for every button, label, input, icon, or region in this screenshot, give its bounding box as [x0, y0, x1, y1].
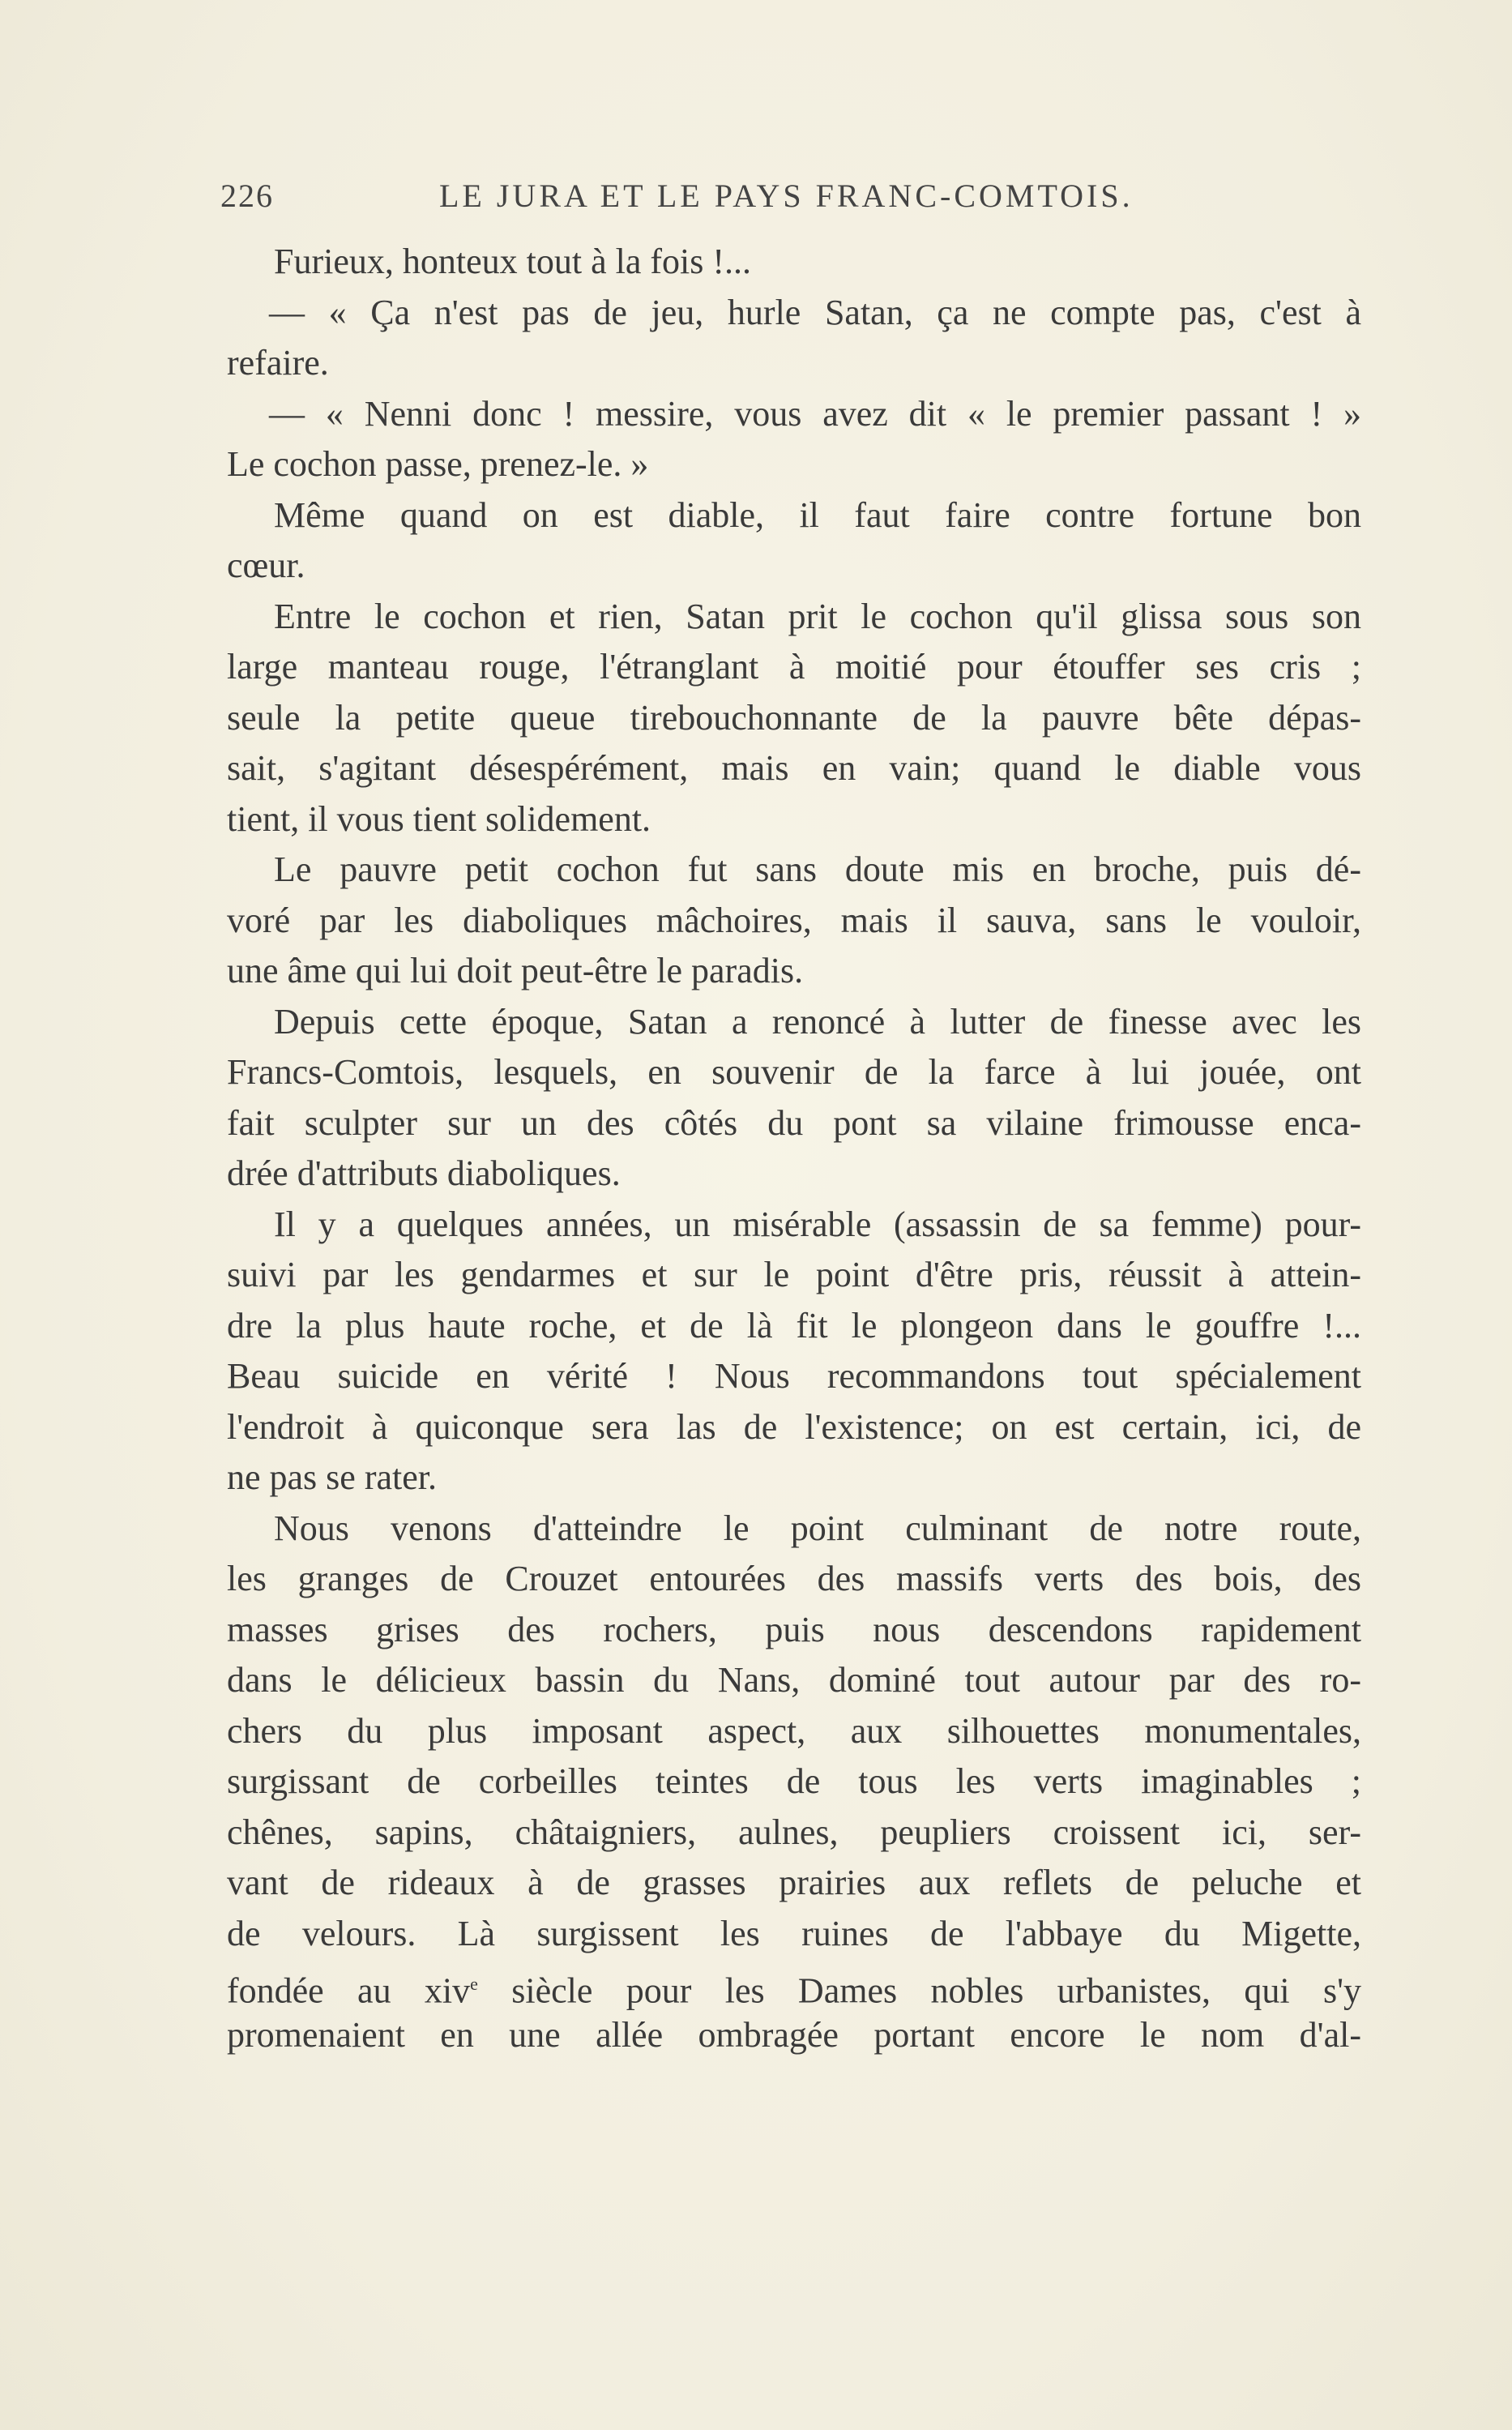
superscript: e [470, 1974, 478, 1994]
text-line: sait, s'agitant désespérément, mais en vain; quand le diable vous [227, 748, 1361, 788]
text-line: — « Nenni donc ! messire, vous avez dit « le premier passant ! » [269, 393, 1361, 434]
text-line: une âme qui lui doit peut-être le paradis. [227, 951, 804, 990]
text-line: Entre le cochon et rien, Satan prit le cochon qu'il glissa sous son [274, 596, 1361, 636]
text-line: chers du plus imposant aspect, aux silhouettes monumentales, [227, 1710, 1361, 1751]
text-line-part: fondée au xiv [227, 1970, 471, 2010]
text-line: surgissant de corbeilles teintes de tous les verts imaginables ; [227, 1761, 1361, 1801]
text-line: Le pauvre petit cochon fut sans doute mis en broche, puis dé- [274, 849, 1361, 889]
text-line: dans le délicieux bassin du Nans, dominé tout autour par des ro- [227, 1660, 1361, 1700]
text-line: Il y a quelques années, un misérable (assassin de sa femme) pour- [274, 1204, 1361, 1244]
body-text [227, 237, 1361, 2060]
text-line: promenaient en une allée ombragée portant encore le nom d'al- [227, 2014, 1361, 2055]
text-line-part: siècle pour les Dames nobles urbanistes, qui s'y [477, 1970, 1361, 2010]
text-line: ne pas se rater. [227, 1457, 437, 1497]
text-line: large manteau rouge, l'étranglant à moitié pour étouffer ses cris ; [227, 647, 1361, 687]
text-line: masses grises des rochers, puis nous descendons rapidement [227, 1609, 1361, 1649]
text-line: suivi par les gendarmes et sur le point d'être pris, réussit à attein- [227, 1255, 1361, 1294]
text-line: refaire. [227, 343, 329, 383]
text-line: Le cochon passe, prenez-le. » [227, 444, 649, 484]
text-line: Nous venons d'atteindre le point culminant de notre route, [274, 1508, 1361, 1548]
text-line: les granges de Crouzet entourées des massifs verts des bois, des [227, 1559, 1361, 1598]
text-line: fait sculpter sur un des côtés du pont sa vilaine frimousse enca- [227, 1102, 1361, 1143]
text-line: Furieux, honteux tout à la fois !... [274, 242, 752, 281]
text-line: — « Ça n'est pas de jeu, hurle Satan, ça ne compte pas, c'est à [269, 292, 1361, 332]
text-line: chênes, sapins, châtaigniers, aulnes, peupliers croissent ici, ser- [227, 1812, 1361, 1852]
text-line: Beau suicide en vérité ! Nous recommandons tout spécialement [227, 1356, 1361, 1396]
running-head [220, 177, 1363, 225]
text-line: dre la plus haute roche, et de là fit le plongeon dans le gouffre !... [227, 1305, 1361, 1345]
text-line: cœur. [227, 545, 305, 585]
page-number: 226 [220, 178, 274, 214]
text-line [227, 1959, 1361, 2010]
text-line: voré par les diaboliques mâchoires, mais il sauva, sans le vouloir, [227, 900, 1361, 940]
text-line: l'endroit à quiconque sera las de l'existence; on est certain, ici, de [227, 1406, 1361, 1447]
text-line: Francs-Comtois, lesquels, en souvenir de la farce à lui jouée, ont [227, 1052, 1361, 1092]
text-line: de velours. Là surgissent les ruines de l'abbaye du Migette, [227, 1913, 1361, 1953]
text-line: vant de rideaux à de grasses prairies aux reflets de peluche et [227, 1863, 1361, 1902]
text-line: tient, il vous tient solidement. [227, 798, 651, 839]
text-line: drée d'attributs diaboliques. [227, 1153, 621, 1193]
text-line: Depuis cette époque, Satan a renoncé à lutter de finesse avec les [274, 1001, 1361, 1042]
running-title: LE JURA ET LE PAYS FRANC-COMTOIS. [439, 178, 1134, 214]
text-line: Même quand on est diable, il faut faire contre fortune bon [274, 494, 1361, 535]
text-line: seule la petite queue tirebouchonnante de la pauvre bête dépas- [227, 697, 1361, 738]
